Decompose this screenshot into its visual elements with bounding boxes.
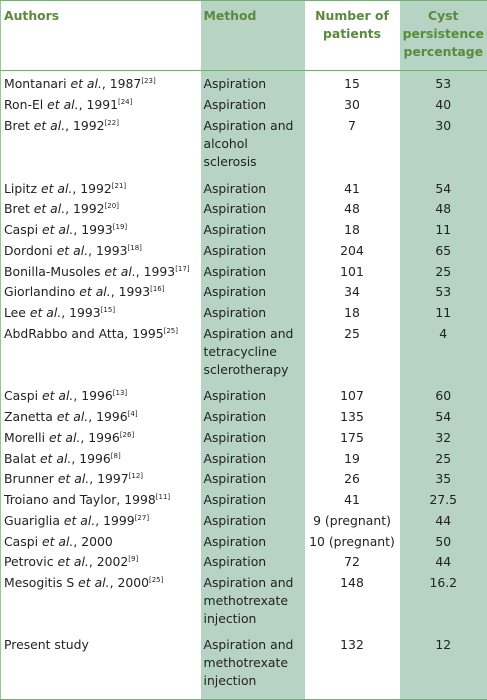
method-cell: Aspiration xyxy=(201,96,305,117)
persistence-cell: 53 xyxy=(400,71,487,97)
author-lead: Morelli xyxy=(4,429,49,445)
author-etal: et al. xyxy=(41,533,74,549)
author-year: , 1996 xyxy=(80,429,120,445)
persistence-cell: 12 xyxy=(400,636,487,699)
method-cell: Aspiration xyxy=(201,491,305,512)
author-cell xyxy=(1,71,201,97)
method-cell: Aspiration xyxy=(201,221,305,242)
persistence-cell: 4 xyxy=(400,325,487,387)
author-cell xyxy=(1,450,201,471)
patients-cell: 18 xyxy=(344,305,360,321)
table-row xyxy=(1,470,487,491)
persistence-cell: 54 xyxy=(400,180,487,201)
author-etal: et al. xyxy=(57,554,89,570)
method-cell: Aspiration xyxy=(201,553,305,574)
persistence-cell: 65 xyxy=(400,242,487,263)
table-row xyxy=(1,636,487,699)
reference-marker: [24] xyxy=(118,98,133,107)
author-etal: et al. xyxy=(29,305,62,321)
patients-cell: 15 xyxy=(344,76,360,91)
patients-cell: 18 xyxy=(344,222,360,238)
table-row xyxy=(1,408,487,429)
author-lead: AbdRabbo and Atta, 1995 xyxy=(4,325,164,341)
method-cell: Aspiration xyxy=(201,263,305,284)
reference-marker: [22] xyxy=(104,119,119,128)
author-year: , 1992 xyxy=(65,118,105,134)
patients-cell: 41 xyxy=(344,180,360,196)
author-etal: et al. xyxy=(41,388,74,404)
author-year: , 1993 xyxy=(88,242,128,258)
author-lead: Petrovic xyxy=(4,554,58,570)
author-etal: et al. xyxy=(57,471,90,487)
author-cell xyxy=(1,512,201,533)
author-etal: et al. xyxy=(63,512,96,528)
persistence-cell: 53 xyxy=(400,283,487,304)
persistence-cell: 25 xyxy=(400,263,487,284)
author-cell xyxy=(1,283,201,304)
method-cell: Aspiration xyxy=(201,71,305,97)
header-authors: Authors xyxy=(1,1,201,71)
method-cell: Aspiration and methotrexate injection xyxy=(201,574,305,636)
author-year: , 2000 xyxy=(73,533,113,549)
table-row xyxy=(1,180,487,201)
author-lead: Caspi xyxy=(4,222,42,238)
persistence-cell: 32 xyxy=(400,429,487,450)
author-cell xyxy=(1,387,201,408)
author-lead: Dordoni xyxy=(4,242,57,258)
author-lead: Ron-El xyxy=(4,97,48,113)
method-cell: Aspiration xyxy=(201,242,305,263)
patients-cell: 101 xyxy=(340,263,364,279)
method-cell: Aspiration xyxy=(201,450,305,471)
persistence-cell: 60 xyxy=(400,387,487,408)
reference-marker: [25] xyxy=(163,326,178,335)
patients-cell: 204 xyxy=(340,242,364,258)
author-etal: et al. xyxy=(70,76,102,91)
persistence-cell: 44 xyxy=(400,512,487,533)
table-body xyxy=(1,71,487,700)
author-cell xyxy=(1,636,201,699)
author-etal: et al. xyxy=(33,118,66,134)
author-cell xyxy=(1,304,201,325)
author-lead: Guariglia xyxy=(4,512,64,528)
persistence-cell: 16.2 xyxy=(400,574,487,636)
header-patients: Number of patients xyxy=(305,1,400,71)
author-cell xyxy=(1,408,201,429)
reference-marker: [18] xyxy=(127,243,142,252)
author-year: , 1996 xyxy=(71,450,111,466)
table-row xyxy=(1,325,487,387)
patients-cell: 19 xyxy=(344,450,360,466)
method-cell: Aspiration xyxy=(201,200,305,221)
author-etal: et al. xyxy=(79,284,111,300)
author-cell xyxy=(1,533,201,554)
patients-cell: 30 xyxy=(344,97,360,113)
author-year: , 1993 xyxy=(110,284,151,300)
author-year: , 1992 xyxy=(65,201,105,217)
patients-cell: 175 xyxy=(340,429,364,445)
author-lead: Caspi xyxy=(4,388,42,404)
table-row xyxy=(1,533,487,554)
author-cell xyxy=(1,553,201,574)
author-year: , 1992 xyxy=(72,180,112,196)
author-year: , 1999 xyxy=(95,512,135,528)
table-row xyxy=(1,221,487,242)
patients-cell: 48 xyxy=(344,201,360,217)
method-cell: Aspiration xyxy=(201,408,305,429)
persistence-cell: 50 xyxy=(400,533,487,554)
table-row xyxy=(1,304,487,325)
author-lead: Troiano and Taylor, 1998 xyxy=(4,492,156,508)
table-row xyxy=(1,263,487,284)
table-row xyxy=(1,96,487,117)
reference-marker: [9] xyxy=(128,555,139,564)
persistence-cell: 25 xyxy=(400,450,487,471)
author-etal: et al. xyxy=(104,263,136,279)
patients-cell: 9 (pregnant) xyxy=(313,512,391,528)
author-cell xyxy=(1,574,201,636)
persistence-cell: 11 xyxy=(400,221,487,242)
author-etal: et al. xyxy=(48,429,81,445)
header-persistence: Cyst persistence percentage xyxy=(400,1,487,71)
author-lead: Balat xyxy=(4,450,40,466)
author-year: , 1991 xyxy=(78,97,118,113)
method-cell: Aspiration and tetracycline sclerotherapy xyxy=(201,325,305,387)
author-lead: Present study xyxy=(4,637,89,653)
patients-cell: 132 xyxy=(305,636,400,699)
reference-marker: [4] xyxy=(127,409,138,418)
persistence-cell: 48 xyxy=(400,200,487,221)
reference-marker: [27] xyxy=(134,513,150,522)
persistence-cell: 27.5 xyxy=(400,491,487,512)
persistence-cell: 54 xyxy=(400,408,487,429)
reference-marker: [13] xyxy=(112,389,128,398)
persistence-cell: 30 xyxy=(400,117,487,179)
method-cell: Aspiration xyxy=(201,387,305,408)
method-cell: Aspiration xyxy=(201,533,305,554)
patients-cell: 25 xyxy=(344,325,360,341)
reference-marker: [16] xyxy=(150,285,165,294)
reference-marker: [20] xyxy=(104,202,119,211)
table-row xyxy=(1,200,487,221)
patients-cell: 107 xyxy=(340,388,364,404)
author-etal: et al. xyxy=(47,97,79,113)
author-lead: Brunner xyxy=(4,471,58,487)
reference-marker: [12] xyxy=(128,472,144,481)
author-lead: Mesogitis S xyxy=(4,575,79,591)
author-etal: et al. xyxy=(33,201,66,217)
author-lead: Caspi xyxy=(4,533,42,549)
reference-marker: [19] xyxy=(112,223,128,232)
author-etal: et al. xyxy=(39,450,72,466)
table-row xyxy=(1,283,487,304)
author-cell xyxy=(1,200,201,221)
persistence-cell: 11 xyxy=(400,304,487,325)
author-cell xyxy=(1,221,201,242)
persistence-cell: 35 xyxy=(400,470,487,491)
author-etal: et al. xyxy=(78,575,110,591)
reference-marker: [25] xyxy=(149,576,164,585)
author-lead: Bret xyxy=(4,118,34,134)
persistence-cell: 44 xyxy=(400,553,487,574)
author-cell xyxy=(1,429,201,450)
header-method: Method xyxy=(201,1,305,71)
reference-marker: [17] xyxy=(175,264,190,273)
author-lead: Zanetta xyxy=(4,408,57,424)
author-year: , 1996 xyxy=(73,388,113,404)
method-cell: Aspiration and methotrexate injection xyxy=(201,636,305,699)
method-cell: Aspiration xyxy=(201,180,305,201)
reference-marker: [23] xyxy=(141,77,156,85)
table-row xyxy=(1,491,487,512)
author-etal: et al. xyxy=(40,180,73,196)
author-year: , 1987 xyxy=(101,76,142,91)
method-cell: Aspiration and alcohol sclerosis xyxy=(201,117,305,179)
author-etal: et al. xyxy=(41,222,74,238)
patients-cell: 34 xyxy=(344,284,360,300)
author-etal: et al. xyxy=(56,242,89,258)
reference-marker: [15] xyxy=(100,306,116,315)
patients-cell: 135 xyxy=(340,408,364,424)
patients-cell: 148 xyxy=(340,575,364,591)
author-year: , 1996 xyxy=(88,408,128,424)
patients-cell: 26 xyxy=(344,471,360,487)
table-row xyxy=(1,450,487,471)
author-cell xyxy=(1,470,201,491)
author-year: , 1993 xyxy=(73,222,113,238)
author-cell xyxy=(1,180,201,201)
table-row xyxy=(1,242,487,263)
author-year: , 2002 xyxy=(88,554,129,570)
author-cell xyxy=(1,117,201,179)
reference-marker: [8] xyxy=(110,451,121,460)
author-cell xyxy=(1,325,201,387)
author-lead: Bret xyxy=(4,201,34,217)
patients-cell: 7 xyxy=(348,118,356,134)
author-year: , 1993 xyxy=(135,263,176,279)
method-cell: Aspiration xyxy=(201,429,305,450)
reference-marker: [21] xyxy=(111,181,127,190)
method-cell: Aspiration xyxy=(201,283,305,304)
table-row xyxy=(1,71,487,97)
header-row xyxy=(1,1,487,71)
author-cell xyxy=(1,242,201,263)
table-row xyxy=(1,387,487,408)
patients-cell: 10 (pregnant) xyxy=(309,533,395,549)
author-lead: Giorlandino xyxy=(4,284,80,300)
author-year: , 1997 xyxy=(89,471,129,487)
author-lead: Montanari xyxy=(4,76,71,91)
author-year: , 2000 xyxy=(109,575,149,591)
method-cell: Aspiration xyxy=(201,512,305,533)
table-row xyxy=(1,553,487,574)
author-cell xyxy=(1,491,201,512)
table-row xyxy=(1,429,487,450)
table-row xyxy=(1,117,487,179)
method-cell: Aspiration xyxy=(201,470,305,491)
method-cell: Aspiration xyxy=(201,304,305,325)
persistence-cell: 40 xyxy=(400,96,487,117)
table-row xyxy=(1,574,487,636)
reference-marker: [11] xyxy=(155,493,171,502)
author-lead: Lipitz xyxy=(4,180,41,196)
table-row xyxy=(1,512,487,533)
author-lead: Lee xyxy=(4,305,30,321)
reference-marker: [26] xyxy=(119,430,135,439)
patients-cell: 41 xyxy=(344,492,360,508)
author-year: , 1993 xyxy=(61,305,101,321)
author-cell xyxy=(1,263,201,284)
author-lead: Bonilla-Musoles xyxy=(4,263,105,279)
author-cell xyxy=(1,96,201,117)
author-etal: et al. xyxy=(56,408,89,424)
patients-cell: 72 xyxy=(344,554,360,570)
